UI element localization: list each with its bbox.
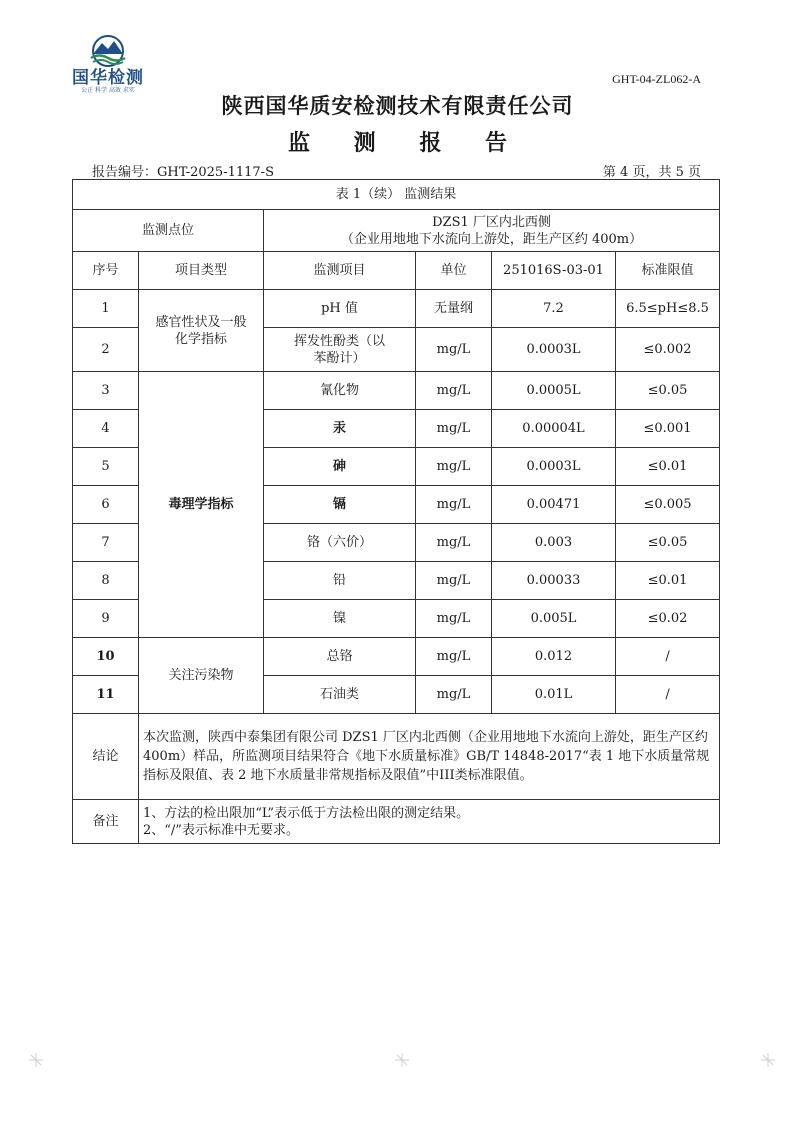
row-unit: mg/L bbox=[416, 372, 492, 410]
row-value: 0.003 bbox=[492, 524, 616, 562]
row-no: 10 bbox=[73, 638, 139, 676]
row-item: pH 值 bbox=[264, 290, 416, 328]
point-value-line1: DZS1 厂区内北西侧 bbox=[432, 214, 551, 230]
row-unit: mg/L bbox=[416, 486, 492, 524]
table-row bbox=[73, 638, 720, 676]
remark-row bbox=[73, 800, 720, 844]
row-no: 7 bbox=[73, 524, 139, 562]
row-no: 9 bbox=[73, 600, 139, 638]
logo-name: 国华检测 bbox=[72, 68, 144, 88]
point-value-line2: （企业用地地下水流向上游处，距生产区约 400m） bbox=[340, 231, 643, 247]
conclusion-row bbox=[73, 714, 720, 800]
company-name: 陕西国华质安检测技术有限责任公司 bbox=[221, 94, 574, 118]
col-header: 序号 bbox=[73, 252, 139, 290]
row-no: 11 bbox=[73, 676, 139, 714]
row-no: 1 bbox=[73, 290, 139, 328]
row-item: 铬（六价） bbox=[264, 524, 416, 562]
table-caption: 表 1（续） 监测结果 bbox=[73, 180, 720, 210]
point-label: 监测点位 bbox=[73, 210, 264, 252]
row-value: 0.00004L bbox=[492, 410, 616, 448]
group-label: 感官性状及一般化学指标 bbox=[139, 290, 264, 372]
row-unit: mg/L bbox=[416, 676, 492, 714]
document-code: GHT-04-ZL062-A bbox=[612, 72, 701, 86]
remark-line: 1、方法的检出限加“L”表示低于方法检出限的测定结果。 bbox=[143, 805, 470, 821]
row-unit: mg/L bbox=[416, 562, 492, 600]
row-unit: mg/L bbox=[416, 328, 492, 372]
row-item: 氰化物 bbox=[264, 372, 416, 410]
row-item: 镉 bbox=[264, 486, 416, 524]
row-value: 0.0003L bbox=[492, 448, 616, 486]
logo-slogan: 公正 科学 高效 求实 bbox=[81, 87, 135, 94]
row-no: 3 bbox=[73, 372, 139, 410]
row-value: 0.01L bbox=[492, 676, 616, 714]
row-item: 砷 bbox=[264, 448, 416, 486]
col-header: 监测项目 bbox=[264, 252, 416, 290]
row-limit: ≤0.005 bbox=[616, 486, 720, 524]
table-row bbox=[73, 372, 720, 410]
group-label: 关注污染物 bbox=[139, 638, 264, 714]
page-info: 第 4 页，共 5 页 bbox=[602, 165, 701, 180]
row-no: 6 bbox=[73, 486, 139, 524]
row-limit: ≤0.01 bbox=[616, 562, 720, 600]
row-item: 镍 bbox=[264, 600, 416, 638]
row-limit: ≤0.02 bbox=[616, 600, 720, 638]
column-header-row bbox=[73, 252, 720, 290]
row-value: 7.2 bbox=[492, 290, 616, 328]
row-no: 8 bbox=[73, 562, 139, 600]
conclusion-label: 结论 bbox=[73, 714, 139, 800]
remark-label: 备注 bbox=[73, 800, 139, 844]
row-unit: mg/L bbox=[416, 410, 492, 448]
row-limit: ≤0.05 bbox=[616, 372, 720, 410]
row-unit: mg/L bbox=[416, 638, 492, 676]
row-limit: ≤0.01 bbox=[616, 448, 720, 486]
row-value: 0.00471 bbox=[492, 486, 616, 524]
row-item: 铅 bbox=[264, 562, 416, 600]
row-value: 0.005L bbox=[492, 600, 616, 638]
results-table bbox=[72, 179, 720, 844]
row-limit: 6.5≤pH≤8.5 bbox=[616, 290, 720, 328]
col-header: 项目类型 bbox=[139, 252, 264, 290]
table-row bbox=[73, 290, 720, 328]
col-header: 标准限值 bbox=[616, 252, 720, 290]
row-limit: ≤0.05 bbox=[616, 524, 720, 562]
row-limit: / bbox=[616, 638, 720, 676]
scan-artifact-icon bbox=[392, 1050, 412, 1070]
point-value bbox=[264, 210, 720, 252]
col-header: 单位 bbox=[416, 252, 492, 290]
row-unit: mg/L bbox=[416, 600, 492, 638]
col-header: 251016S-03-01 bbox=[492, 252, 616, 290]
report-number: 报告编号：GHT-2025-1117-S bbox=[92, 165, 274, 180]
row-limit: ≤0.002 bbox=[616, 328, 720, 372]
row-unit: mg/L bbox=[416, 448, 492, 486]
row-item: 石油类 bbox=[264, 676, 416, 714]
row-unit: 无量纲 bbox=[416, 290, 492, 328]
row-value: 0.00033 bbox=[492, 562, 616, 600]
conclusion-text: 本次监测，陕西中泰集团有限公司 DZS1 厂区内北西侧（企业用地地下水流向上游处，距生产区约 400m）样品，所监测项目结果符合《地下水质量标准》GB/T 14848-2017“表 1 地下水质量常规指标及限值、表 2 地下水质量非常规指标及限值”中III类标准限值。 bbox=[139, 714, 720, 800]
row-limit: / bbox=[616, 676, 720, 714]
row-value: 0.0005L bbox=[492, 372, 616, 410]
scan-artifact-icon bbox=[26, 1050, 46, 1070]
row-item: 总铬 bbox=[264, 638, 416, 676]
mountain-wave-icon bbox=[83, 34, 133, 68]
row-value: 0.0003L bbox=[492, 328, 616, 372]
remark-line: 2、“/”表示标准中无要求。 bbox=[143, 822, 299, 838]
row-unit: mg/L bbox=[416, 524, 492, 562]
row-no: 2 bbox=[73, 328, 139, 372]
group-label: 毒理学指标 bbox=[139, 372, 264, 638]
row-no: 5 bbox=[73, 448, 139, 486]
row-item: 汞 bbox=[264, 410, 416, 448]
row-no: 4 bbox=[73, 410, 139, 448]
remark-text bbox=[139, 800, 720, 844]
row-value: 0.012 bbox=[492, 638, 616, 676]
row-item: 挥发性酚类（以苯酚计） bbox=[264, 328, 416, 372]
row-limit: ≤0.001 bbox=[616, 410, 720, 448]
report-title: 监 测 报 告 bbox=[288, 131, 525, 156]
scan-artifact-icon bbox=[758, 1050, 778, 1070]
